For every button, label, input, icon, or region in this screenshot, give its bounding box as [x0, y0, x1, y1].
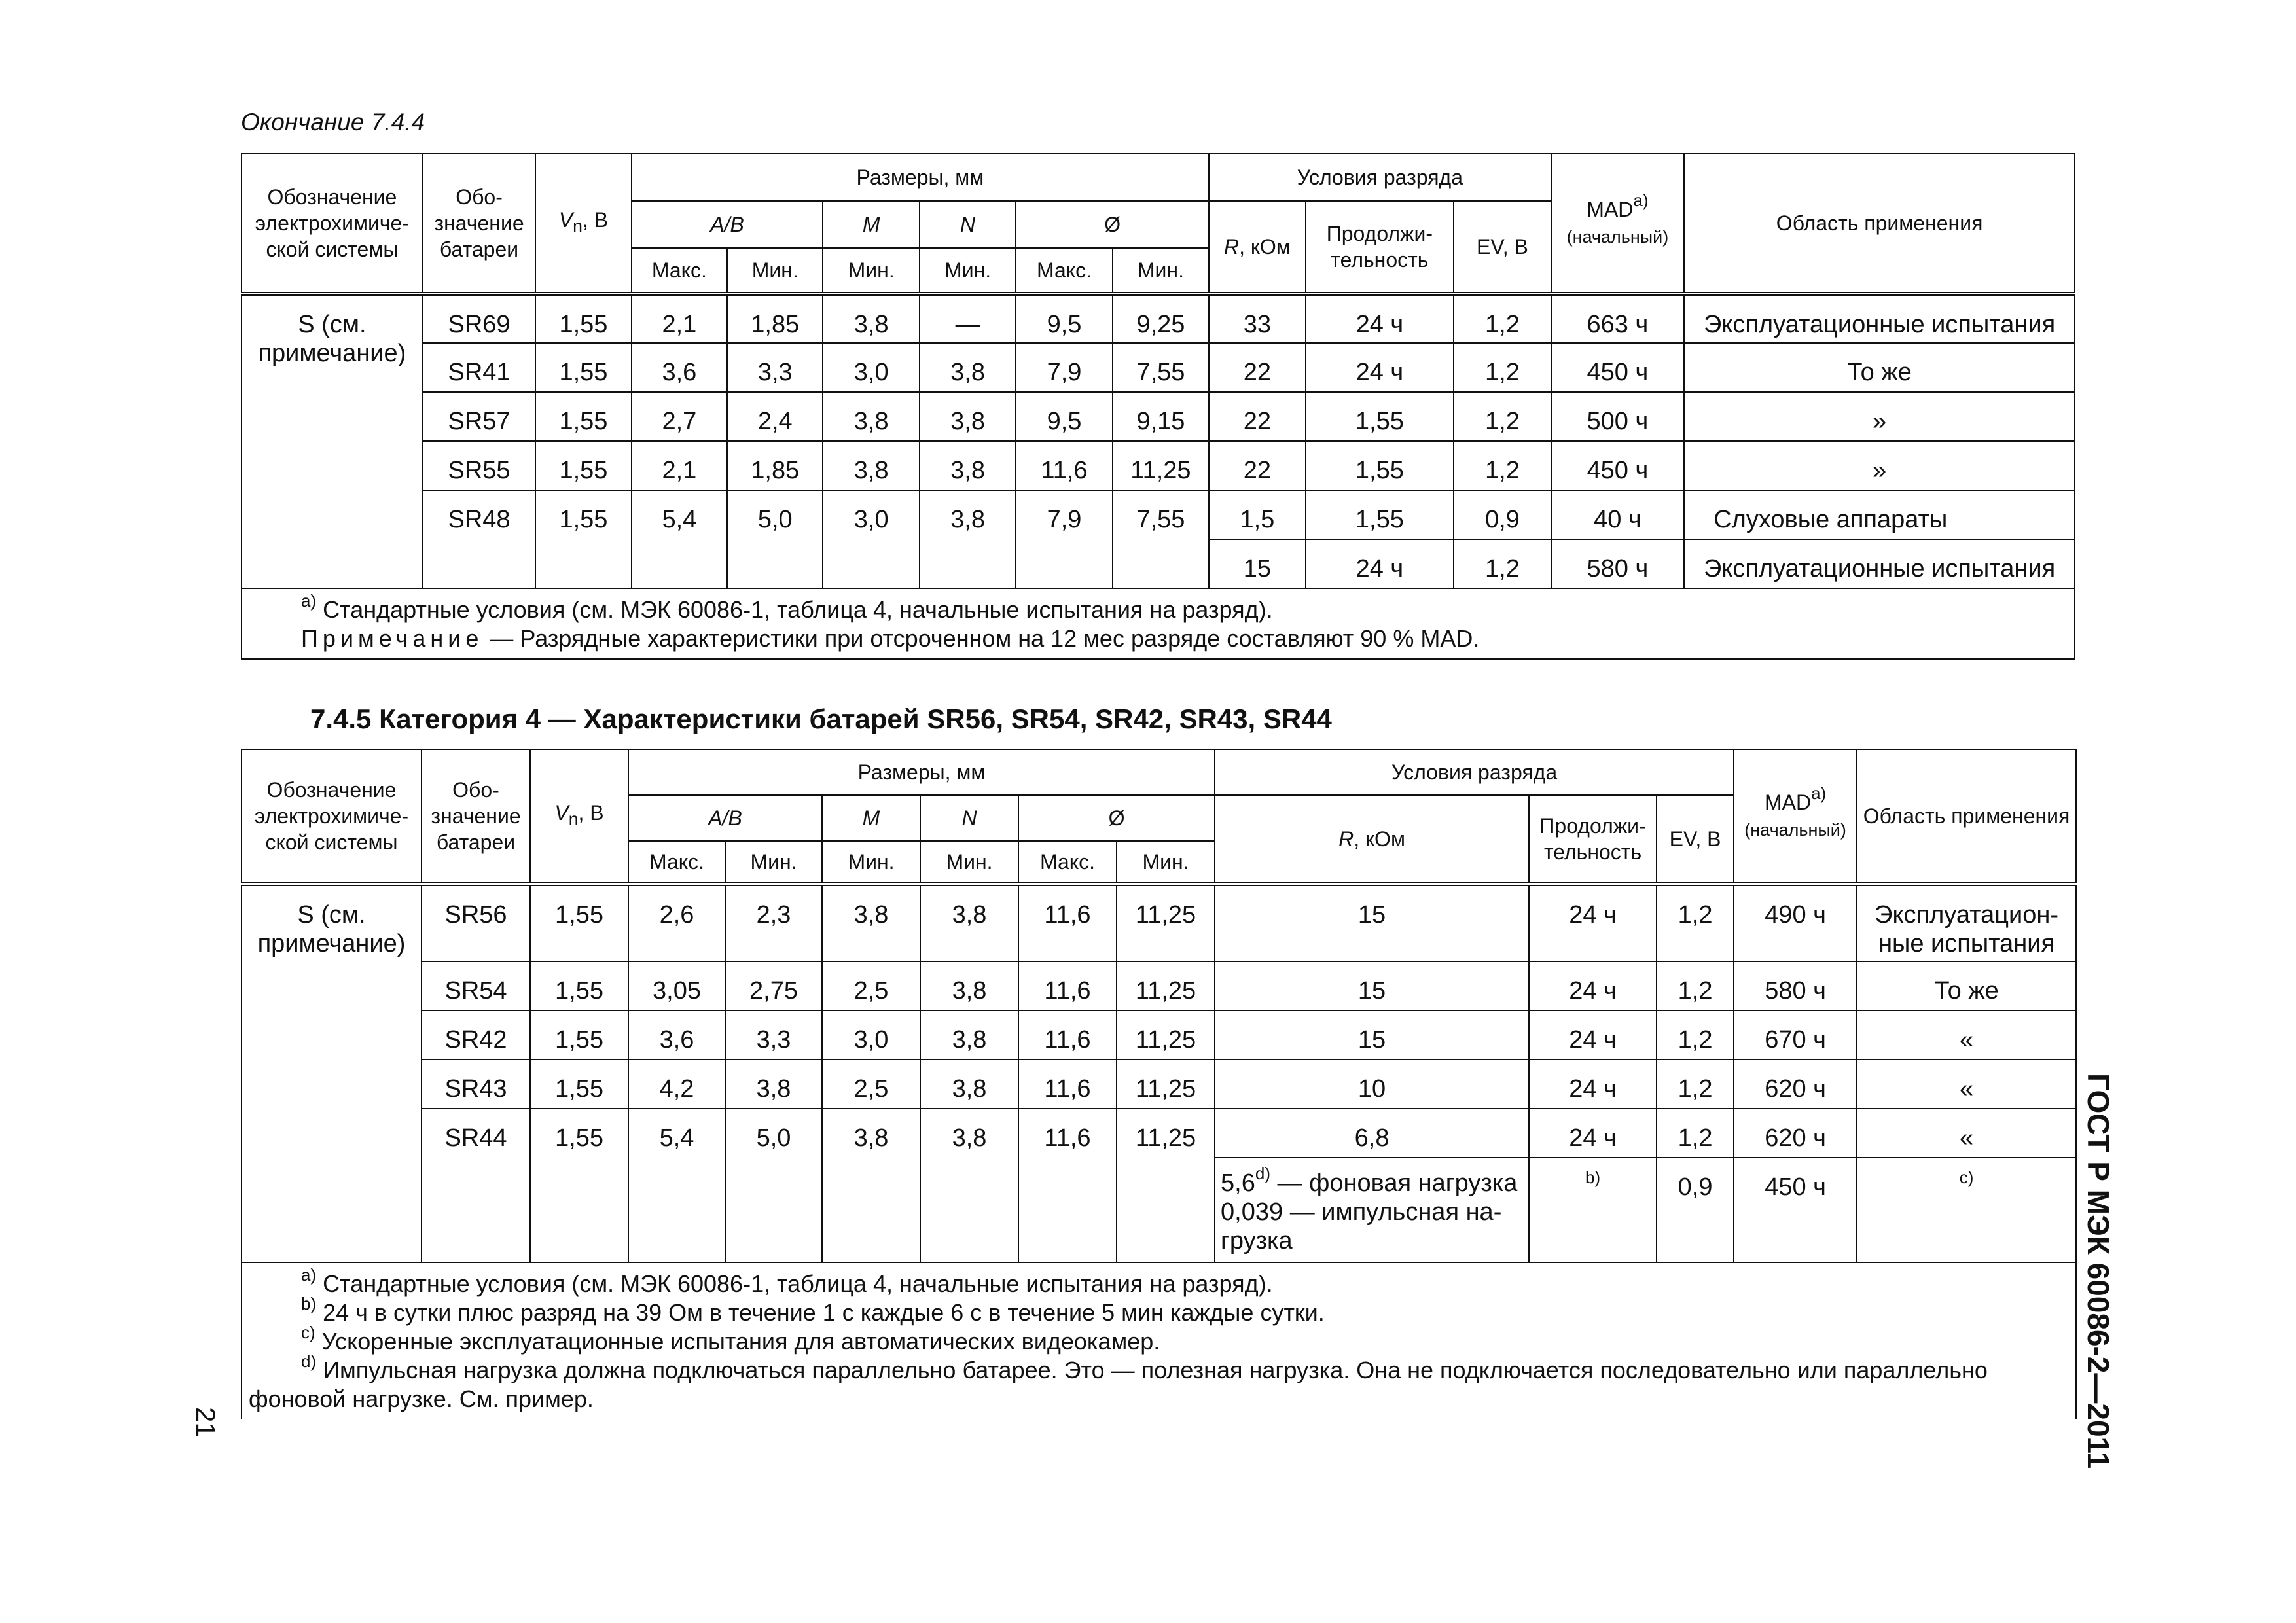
footnote-b: $^{b)}$ 24 ч в сутки плюс разряд на 39 Ом в течение 1 с каждые 6 с в течение 5 мин каждые сутки. — [301, 1294, 1325, 1326]
cell: 9,5 — [1016, 392, 1112, 441]
cell: 11,25 — [1117, 1109, 1215, 1262]
cell: 1,2 — [1657, 1060, 1734, 1109]
header-sizes: Размеры, мм — [628, 749, 1215, 795]
table-note: Примечание — Разрядные характеристики при отсроченном на 12 мес разряде составляют 90 % MAD. — [301, 625, 1480, 652]
header-min: Мин. — [822, 841, 920, 884]
cell: 24 ч — [1529, 1010, 1657, 1060]
application-cell: « — [1857, 1010, 2076, 1060]
cell: 2,5 — [822, 1060, 920, 1109]
cell: 1,2 — [1657, 961, 1734, 1010]
cell: 5,4 — [628, 1109, 725, 1262]
table-notes — [242, 1262, 2076, 1419]
cell: 11,25 — [1117, 1060, 1215, 1109]
table-row — [242, 961, 2076, 1010]
cell: 490 ч — [1734, 884, 1857, 961]
cell: 1,55 — [530, 884, 628, 961]
cell: — — [920, 294, 1016, 343]
header-max: Макс. — [628, 841, 725, 884]
cell: 5,0 — [727, 490, 823, 588]
cell: b) — [1529, 1158, 1657, 1262]
cell: 2,6 — [628, 884, 725, 961]
table-7-4-4 — [241, 153, 2075, 660]
header-mad: MAD$^{a)}$ (начальный) — [1551, 154, 1685, 294]
cell: 2,3 — [725, 884, 822, 961]
pulse-load-cell: 5,6$^{d)}$ — фоновая нагрузка 0,039 — импульсная на-грузка — [1215, 1158, 1529, 1262]
cell: 500 ч — [1551, 392, 1685, 441]
cell: 1,85 — [727, 294, 823, 343]
cell: 3,6 — [628, 1010, 725, 1060]
cell: 1,55 — [535, 294, 631, 343]
table-row — [242, 392, 2075, 441]
header-min: Мин. — [920, 248, 1016, 294]
header-vn: $V_n$, В — [535, 154, 631, 294]
cell: 3,3 — [725, 1010, 822, 1060]
header-mad: MAD$^{a)}$ (начальный) — [1734, 749, 1857, 884]
cell: 7,55 — [1113, 343, 1209, 392]
cell: 11,6 — [1016, 441, 1112, 490]
header-ev: EV, В — [1657, 795, 1734, 884]
cell: 580 ч — [1551, 539, 1685, 588]
table-row — [242, 1010, 2076, 1060]
header-min: Мин. — [727, 248, 823, 294]
battery-cell: SR57 — [423, 392, 535, 441]
table-continuation-caption: Окончание 7.4.4 — [241, 109, 425, 135]
cell: 1,2 — [1657, 884, 1734, 961]
table-row — [242, 884, 2076, 961]
cell: 3,3 — [727, 343, 823, 392]
table-7-4-5 — [241, 749, 2077, 1419]
header-max: Макс. — [1016, 248, 1112, 294]
battery-cell: SR44 — [422, 1109, 530, 1262]
cell: 4,2 — [628, 1060, 725, 1109]
cell: 3,8 — [920, 392, 1016, 441]
cell: 1,5 — [1209, 490, 1305, 539]
cell: 0,9 — [1657, 1158, 1734, 1262]
table-row — [242, 1109, 2076, 1158]
header-min: Мин. — [920, 841, 1018, 884]
cell: 0,9 — [1454, 490, 1551, 539]
cell: 1,2 — [1454, 392, 1551, 441]
page-number: 21 — [190, 1407, 221, 1438]
cell: 24 ч — [1306, 294, 1454, 343]
table-notes-row — [242, 588, 2075, 659]
cell: 1,2 — [1454, 343, 1551, 392]
cell: 3,8 — [822, 884, 920, 961]
cell: 3,8 — [920, 961, 1018, 1010]
cell: 450 ч — [1734, 1158, 1857, 1262]
header-m: M — [823, 201, 919, 248]
cell: 11,6 — [1018, 1010, 1117, 1060]
cell: 1,2 — [1454, 441, 1551, 490]
cell: 1,55 — [530, 961, 628, 1010]
header-r: R, кОм — [1209, 201, 1305, 294]
footnote-a: $^{a)}$ Стандартные условия (см. МЭК 60086-1, таблица 4, начальные испытания на разряд). — [301, 591, 1273, 623]
cell: 3,8 — [823, 392, 919, 441]
cell: 663 ч — [1551, 294, 1685, 343]
header-application: Область применения — [1684, 154, 2075, 294]
cell: 3,8 — [920, 884, 1018, 961]
cell: 15 — [1215, 1010, 1529, 1060]
header-battery: Обо-значение батареи — [423, 154, 535, 294]
application-cell: Эксплуатационные испытания — [1684, 539, 2075, 588]
header-min: Мин. — [1117, 841, 1215, 884]
header-ab: A/B — [632, 201, 823, 248]
cell: 2,4 — [727, 392, 823, 441]
system-cell: S (см. примечание) — [242, 884, 422, 1262]
cell: 670 ч — [1734, 1010, 1857, 1060]
cell: 3,0 — [823, 343, 919, 392]
cell: 1,55 — [535, 441, 631, 490]
cell: 2,1 — [632, 441, 727, 490]
cell: 1,2 — [1454, 294, 1551, 343]
application-cell: Эксплуатацион-ные испытания — [1857, 884, 2076, 961]
cell: 22 — [1209, 343, 1305, 392]
cell: 2,7 — [632, 392, 727, 441]
document-code: ГОСТ Р МЭК 60086-2—2011 — [2081, 1073, 2115, 1469]
application-cell: c) — [1857, 1158, 2076, 1262]
table-row — [242, 294, 2075, 343]
cell: 620 ч — [1734, 1109, 1857, 1158]
cell: 3,8 — [920, 343, 1016, 392]
battery-cell: SR54 — [422, 961, 530, 1010]
table-row — [242, 1060, 2076, 1109]
application-cell: « — [1857, 1109, 2076, 1158]
cell: 24 ч — [1529, 961, 1657, 1010]
header-system: Обозначение электрохимиче-ской системы — [242, 749, 422, 884]
header-max: Макс. — [1018, 841, 1117, 884]
cell: 7,9 — [1016, 490, 1112, 588]
header-min: Мин. — [1113, 248, 1209, 294]
cell: 15 — [1215, 961, 1529, 1010]
cell: 11,6 — [1018, 1060, 1117, 1109]
cell: 620 ч — [1734, 1060, 1857, 1109]
cell: 3,8 — [823, 441, 919, 490]
cell: 1,2 — [1454, 539, 1551, 588]
cell: 11,25 — [1117, 1010, 1215, 1060]
cell: 15 — [1215, 884, 1529, 961]
cell: 3,8 — [920, 1060, 1018, 1109]
header-vn: $V_n$, В — [530, 749, 628, 884]
cell: 3,0 — [822, 1010, 920, 1060]
application-cell: Слуховые аппараты — [1684, 490, 2075, 539]
battery-cell: SR55 — [423, 441, 535, 490]
table-row — [242, 490, 2075, 539]
cell: 1,55 — [1306, 441, 1454, 490]
cell: 5,4 — [632, 490, 727, 588]
cell: 6,8 — [1215, 1109, 1529, 1158]
cell: 15 — [1209, 539, 1305, 588]
cell: 1,55 — [535, 343, 631, 392]
cell: 24 ч — [1529, 1060, 1657, 1109]
header-ab: A/B — [628, 795, 822, 841]
cell: 1,2 — [1657, 1010, 1734, 1060]
cell: 3,8 — [822, 1109, 920, 1262]
header-n: N — [920, 795, 1018, 841]
cell: 24 ч — [1306, 539, 1454, 588]
header-max: Макс. — [632, 248, 727, 294]
cell: 24 ч — [1529, 1109, 1657, 1158]
footnote-a: $^{a)}$ Стандартные условия (см. МЭК 60086-1, таблица 4, начальные испытания на разряд). — [301, 1265, 1273, 1297]
header-battery: Обо-значение батареи — [422, 749, 530, 884]
cell: 2,5 — [822, 961, 920, 1010]
header-duration: Продолжи-тельность — [1306, 201, 1454, 294]
header-application: Область применения — [1857, 749, 2076, 884]
cell: 7,55 — [1113, 490, 1209, 588]
cell: 33 — [1209, 294, 1305, 343]
cell: 10 — [1215, 1060, 1529, 1109]
header-min: Мин. — [725, 841, 822, 884]
cell: 3,0 — [823, 490, 919, 588]
cell: 1,55 — [535, 490, 631, 588]
battery-cell: SR41 — [423, 343, 535, 392]
cell: 11,25 — [1113, 441, 1209, 490]
cell: 1,55 — [530, 1010, 628, 1060]
cell: 7,9 — [1016, 343, 1112, 392]
cell: 450 ч — [1551, 343, 1685, 392]
header-discharge: Условия разряда — [1215, 749, 1734, 795]
cell: 24 ч — [1529, 884, 1657, 961]
cell: 11,6 — [1018, 884, 1117, 961]
header-min: Мин. — [823, 248, 919, 294]
footnote-c: $^{c)}$ Ускоренные эксплуатационные испытания для автоматических видеокамер. — [301, 1323, 1160, 1355]
battery-cell: SR56 — [422, 884, 530, 961]
header-diameter: Ø — [1018, 795, 1215, 841]
header-r: R, кОм — [1215, 795, 1529, 884]
battery-cell: SR69 — [423, 294, 535, 343]
cell: 9,5 — [1016, 294, 1112, 343]
cell: 2,75 — [725, 961, 822, 1010]
cell: 11,25 — [1117, 961, 1215, 1010]
battery-cell: SR42 — [422, 1010, 530, 1060]
header-system: Обозначение электрохимиче-ской системы — [242, 154, 423, 294]
application-cell: Эксплуатационные испытания — [1684, 294, 2075, 343]
cell: 1,55 — [530, 1109, 628, 1262]
battery-cell: SR43 — [422, 1060, 530, 1109]
cell: 3,8 — [920, 1109, 1018, 1262]
cell: 40 ч — [1551, 490, 1685, 539]
application-cell: » — [1684, 392, 2075, 441]
application-cell: То же — [1857, 961, 2076, 1010]
table-notes — [242, 588, 2075, 659]
cell: 1,2 — [1657, 1109, 1734, 1158]
cell: 3,8 — [725, 1060, 822, 1109]
header-sizes: Размеры, мм — [632, 154, 1209, 201]
cell: 3,8 — [920, 490, 1016, 588]
cell: 22 — [1209, 392, 1305, 441]
cell: 22 — [1209, 441, 1305, 490]
cell: 580 ч — [1734, 961, 1857, 1010]
footnote-d: $^{d)}$ Импульсная нагрузка должна подключаться параллельно батарее. Это — полезная нагрузка. Она не подключается последовательно или параллельно фоновой нагрузке. См. пример. — [249, 1351, 1988, 1412]
cell: 11,25 — [1117, 884, 1215, 961]
cell: 1,55 — [535, 392, 631, 441]
cell: 9,15 — [1113, 392, 1209, 441]
header-duration: Продолжи-тельность — [1529, 795, 1657, 884]
cell: 3,05 — [628, 961, 725, 1010]
cell: 11,6 — [1018, 1109, 1117, 1262]
cell: 3,8 — [920, 441, 1016, 490]
cell: 3,6 — [632, 343, 727, 392]
cell: 1,55 — [1306, 490, 1454, 539]
cell: 1,55 — [1306, 392, 1454, 441]
cell: 9,25 — [1113, 294, 1209, 343]
header-diameter: Ø — [1016, 201, 1209, 248]
battery-cell: SR48 — [423, 490, 535, 588]
system-cell: S (см. примечание) — [242, 294, 423, 588]
application-cell: « — [1857, 1060, 2076, 1109]
cell: 450 ч — [1551, 441, 1685, 490]
table-row — [242, 441, 2075, 490]
cell: 3,8 — [823, 294, 919, 343]
table-notes-row — [242, 1262, 2076, 1419]
cell: 5,0 — [725, 1109, 822, 1262]
cell: 3,8 — [920, 1010, 1018, 1060]
header-n: N — [920, 201, 1016, 248]
cell: 2,1 — [632, 294, 727, 343]
header-discharge: Условия разряда — [1209, 154, 1551, 201]
cell: 24 ч — [1306, 343, 1454, 392]
section-title: 7.4.5 Категория 4 — Характеристики батарей SR56, SR54, SR42, SR43, SR44 — [310, 704, 1332, 734]
header-m: M — [822, 795, 920, 841]
cell: 1,55 — [530, 1060, 628, 1109]
cell: 11,6 — [1018, 961, 1117, 1010]
application-cell: » — [1684, 441, 2075, 490]
header-ev: EV, В — [1454, 201, 1551, 294]
application-cell: То же — [1684, 343, 2075, 392]
table-row — [242, 343, 2075, 392]
cell: 1,85 — [727, 441, 823, 490]
